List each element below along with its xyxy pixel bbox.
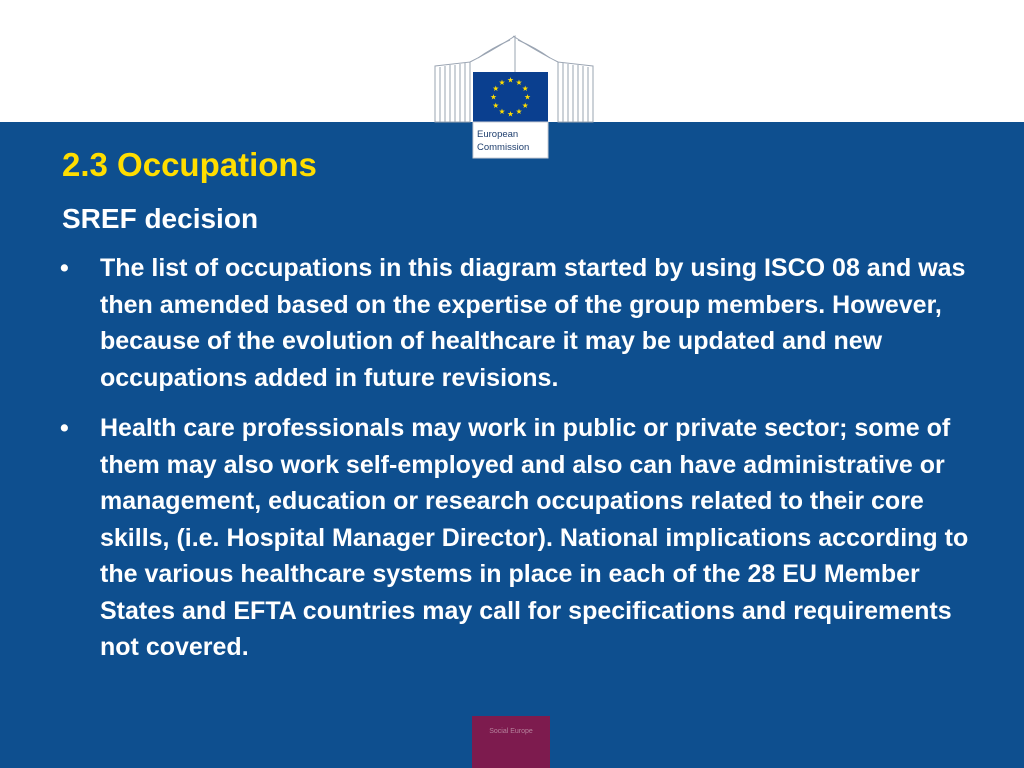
logo-line-1: European — [477, 129, 519, 140]
slide-subtitle: SREF decision — [62, 203, 259, 234]
star-icon: ★ — [498, 77, 506, 87]
bullet-item — [60, 250, 980, 396]
star-icon: ★ — [515, 77, 523, 87]
star-icon: ★ — [507, 75, 514, 85]
star-icon: ★ — [521, 84, 529, 93]
bullet-icon: • — [60, 254, 69, 282]
star-icon: ★ — [492, 101, 500, 110]
slide-title: 2.3 Occupations — [62, 146, 317, 183]
star-icon: ★ — [498, 107, 506, 117]
logo-line-2: Commission — [477, 142, 530, 153]
footer-label: Social Europe — [489, 728, 533, 735]
footer-tab — [472, 716, 550, 768]
bullet-list — [60, 250, 980, 680]
star-icon: ★ — [507, 109, 514, 119]
star-icon: ★ — [492, 84, 500, 93]
star-icon: ★ — [521, 101, 529, 110]
european-commission-logo — [430, 32, 598, 160]
bullet-item — [60, 410, 980, 666]
bullet-text: Health care professionals may work in public or private sector; some of them may also work self-employed and also can have administrative or management, education or research occupations related to their core skills, (i.e. Hospital Manager Director). National implications according to the various healthcare systems in place in each of the 28 EU Member States and EFTA countries may call for specifications and requirements not covered. — [100, 414, 969, 661]
star-icon: ★ — [524, 92, 531, 102]
bullet-text: The list of occupations in this diagram started by using ISCO 08 and was then amended based on the expertise of the group members. However, because of the evolution of healthcare it may be updated and new occupations added in future revisions. — [100, 254, 966, 392]
bullet-icon: • — [60, 414, 69, 442]
star-icon: ★ — [490, 92, 497, 102]
star-icon: ★ — [515, 107, 523, 117]
